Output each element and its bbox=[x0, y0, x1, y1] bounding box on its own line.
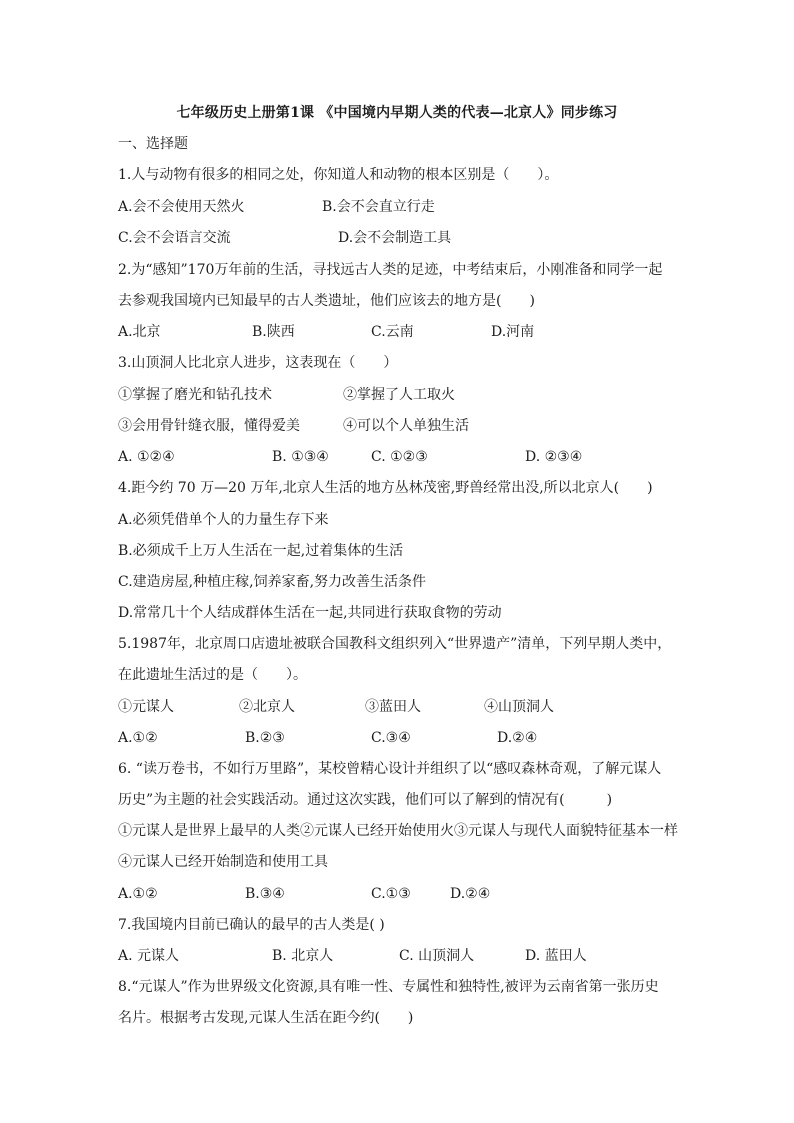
question-5-stem-line-2: 在此遗址生活过的是（ ）。 bbox=[118, 667, 307, 683]
question-7-option-c: C. 山顶洞人 bbox=[399, 948, 475, 964]
question-6-option-d: D.②④ bbox=[450, 886, 491, 902]
question-2-option-a: A.北京 bbox=[118, 324, 161, 340]
question-3-statement-3: ③会用骨针缝衣服，懂得爱美 bbox=[118, 418, 300, 434]
question-2-stem-line-1: 2.为“感知”170万年前的生活，寻找远古人类的足迹，中考结束后，小刚准备和同学一起 bbox=[118, 262, 663, 278]
question-1-stem: 1.人与动物有很多的相同之处，你知道人和动物的根本区别是（ ）。 bbox=[118, 167, 559, 183]
question-5-statement-4: ④山顶洞人 bbox=[484, 699, 554, 715]
question-5-statement-1: ①元谋人 bbox=[118, 699, 174, 715]
question-4-option-c: C.建造房屋,种植庄稼,饲养家畜,努力改善生活条件 bbox=[118, 574, 427, 590]
question-5-statement-2: ②北京人 bbox=[239, 699, 295, 715]
question-6-statements-line-1: ①元谋人是世界上最早的人类②元谋人已经开始使用火③元谋人与现代人面貌特征基本一样 bbox=[118, 823, 678, 839]
question-1-option-d: D.会不会制造工具 bbox=[338, 230, 452, 246]
question-5-stem-line-1: 5.1987年，北京周口店遗址被联合国教科文组织列入“世界遗产”清单，下列早期人类中， bbox=[118, 636, 672, 652]
question-5-option-c: C.③④ bbox=[371, 730, 411, 746]
page-title: 七年级历史上册第1课 《中国境内早期人类的代表—北京人》同步练习 bbox=[176, 105, 618, 121]
question-6-option-a: A.①② bbox=[118, 886, 158, 902]
question-6-stem-line-1: 6. “读万卷书，不如行万里路”，某校曾精心设计并组织了以“感叹森林奇观，了解元谋人 bbox=[118, 761, 662, 777]
section-heading: 一、选择题 bbox=[118, 136, 188, 152]
question-3-option-c: C. ①②③ bbox=[371, 449, 428, 465]
question-7-option-a: A. 元谋人 bbox=[118, 948, 180, 964]
question-7-option-d: D. 蓝田人 bbox=[525, 948, 587, 964]
question-4-stem: 4.距今约 70 万—20 万年,北京人生活的地方丛林茂密,野兽经常出没,所以北京人( ) bbox=[118, 480, 653, 496]
question-7-option-b: B. 北京人 bbox=[272, 948, 334, 964]
question-3-statement-2: ②掌握了人工取火 bbox=[343, 387, 455, 403]
question-4-option-b: B.必须成千上万人生活在一起,过着集体的生活 bbox=[118, 543, 404, 559]
question-6-stem-line-2: 历史”为主题的社会实践活动。通过这次实践，他们可以了解到的情况有( ) bbox=[118, 792, 613, 808]
question-2-option-c: C.云南 bbox=[371, 324, 414, 340]
question-6-option-b: B.③④ bbox=[245, 886, 285, 902]
question-6-statements-line-2: ④元谋人已经开始制造和使用工具 bbox=[118, 854, 328, 870]
question-5-option-d: D.②④ bbox=[497, 730, 538, 746]
question-2-option-b: B.陕西 bbox=[252, 324, 295, 340]
question-6-option-c: C.①③ bbox=[371, 886, 411, 902]
question-4-option-d: D.常常几十个人结成群体生活在一起,共同进行获取食物的劳动 bbox=[118, 605, 502, 621]
question-1-option-c: C.会不会语言交流 bbox=[118, 230, 231, 246]
question-3-statement-1: ①掌握了磨光和钻孔技术 bbox=[118, 387, 272, 403]
question-2-option-d: D.河南 bbox=[491, 324, 535, 340]
question-1-option-b: B.会不会直立行走 bbox=[322, 199, 435, 215]
question-3-statement-4: ④可以个人单独生活 bbox=[343, 418, 469, 434]
question-5-option-b: B.②③ bbox=[245, 730, 285, 746]
question-3-stem: 3.山顶洞人比北京人进步，这表现在（ ） bbox=[118, 355, 398, 371]
question-4-option-a: A.必须凭借单个人的力量生存下来 bbox=[118, 512, 329, 528]
question-3-option-a: A. ①②④ bbox=[118, 449, 175, 465]
question-8-stem-line-2: 名片。根据考古发现,元谋人生活在距今约( ) bbox=[118, 1010, 414, 1026]
question-2-stem-line-2: 去参观我国境内已知最早的古人类遗址，他们应该去的地方是( ) bbox=[118, 293, 535, 309]
question-3-option-d: D. ②③④ bbox=[525, 449, 583, 465]
question-5-statement-3: ③蓝田人 bbox=[365, 699, 421, 715]
question-8-stem-line-1: 8.“元谋人”作为世界级文化资源,具有唯一性、专属性和独特性,被评为云南省第一张历史 bbox=[118, 979, 659, 995]
question-5-option-a: A.①② bbox=[118, 730, 158, 746]
question-3-option-b: B. ①③④ bbox=[272, 449, 329, 465]
question-1-option-a: A.会不会使用天然火 bbox=[118, 199, 245, 215]
question-7-stem: 7.我国境内目前已确认的最早的古人类是( ) bbox=[118, 917, 385, 933]
